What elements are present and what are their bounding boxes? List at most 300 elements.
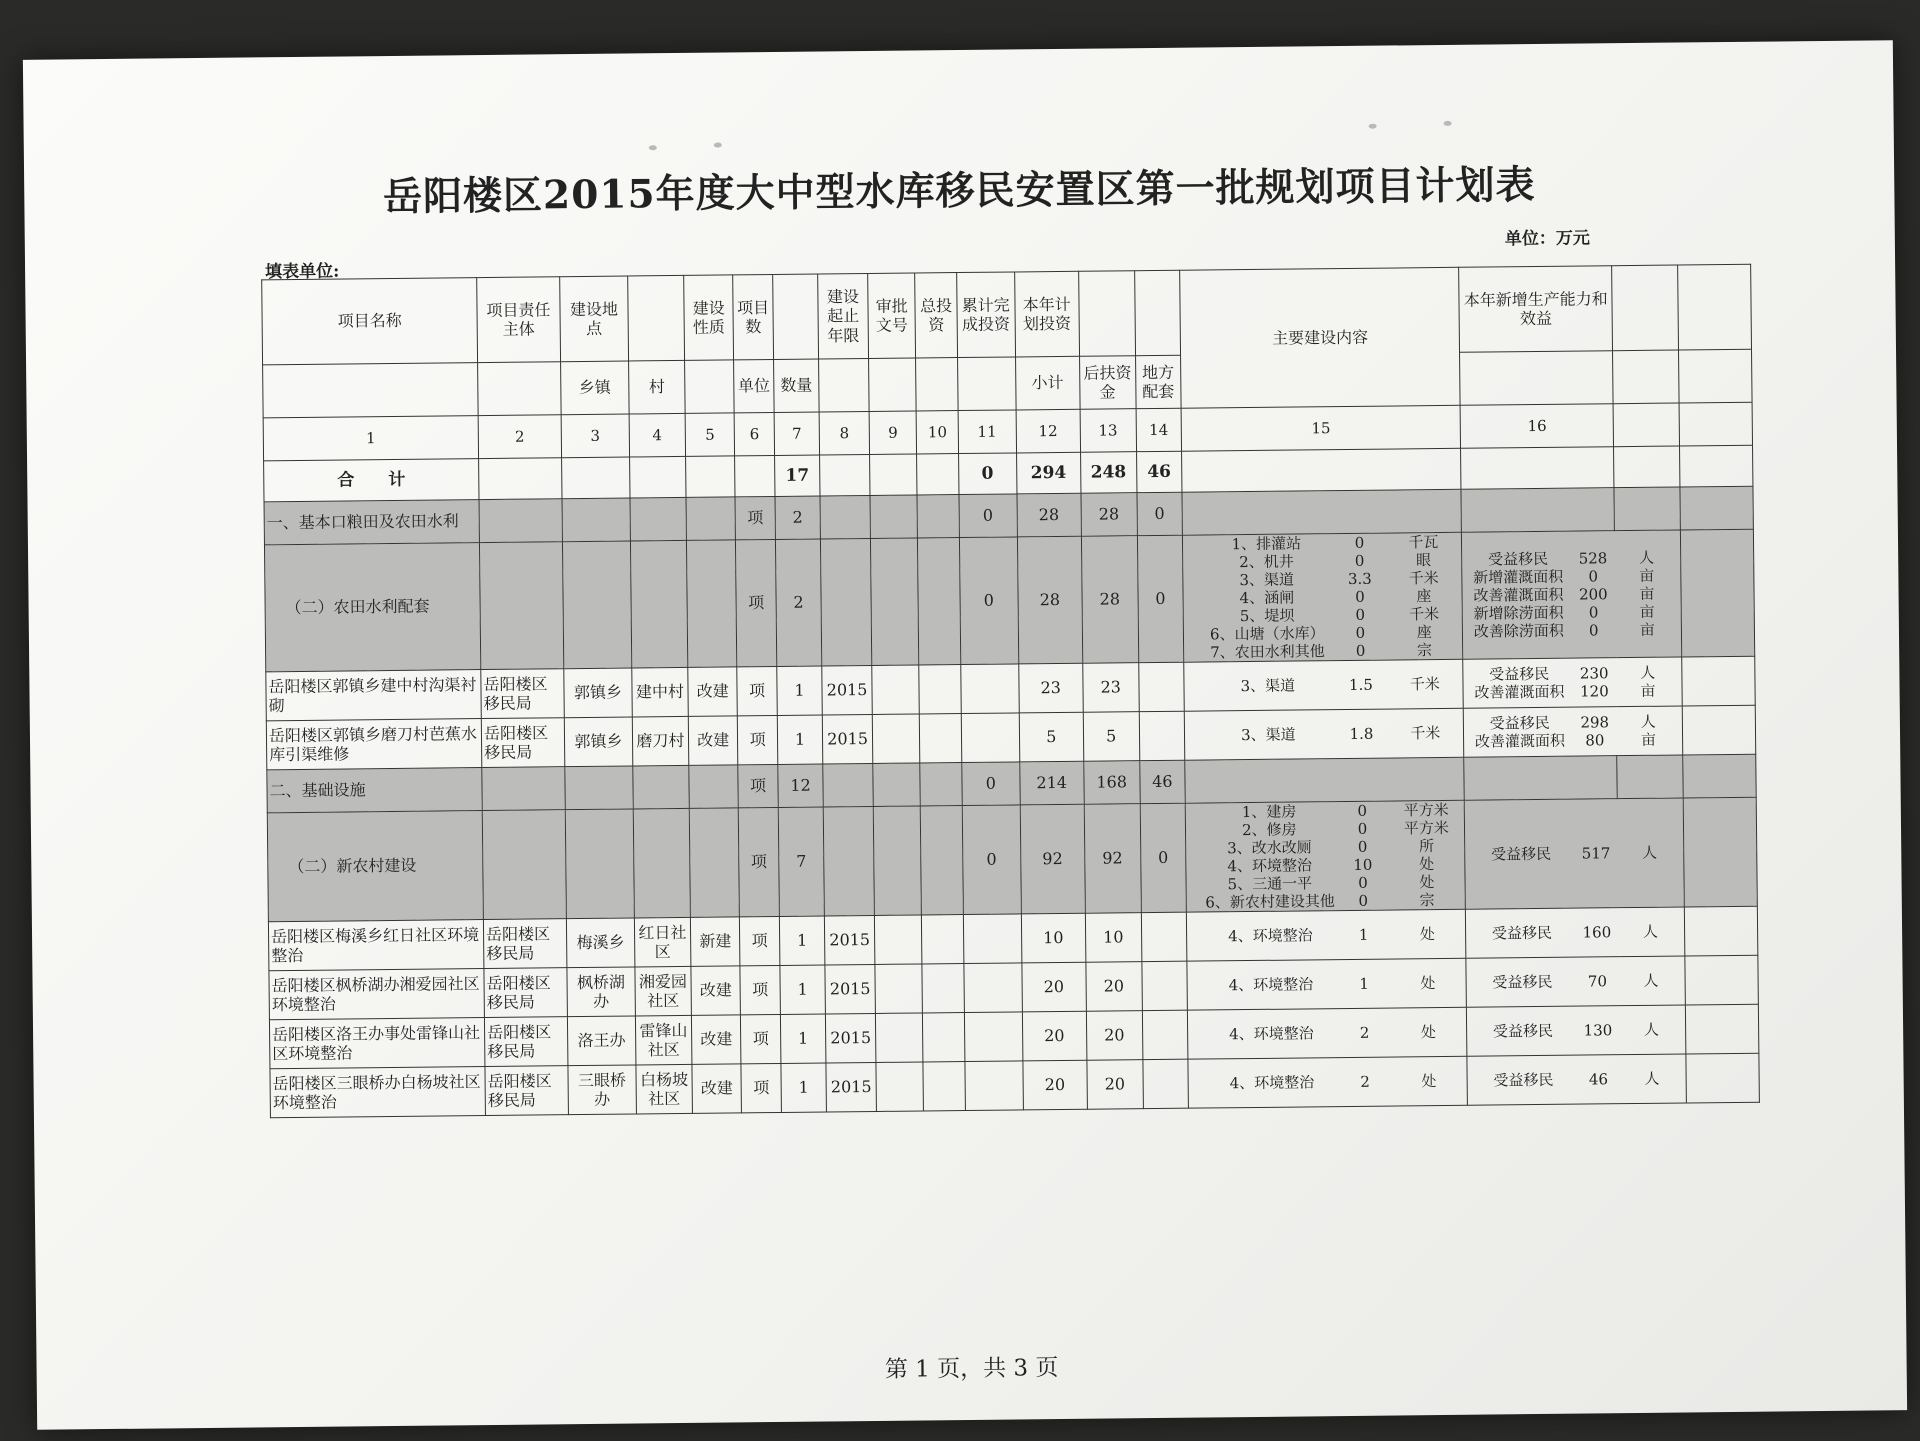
content-item-list	[1189, 533, 1456, 662]
content-item-name: 1、建房	[1241, 802, 1297, 822]
content-item-unit: 宗	[1416, 641, 1433, 660]
cell-empty	[1680, 445, 1753, 487]
benefit-value: 230	[1579, 664, 1609, 683]
content-item-unit: 处	[1419, 873, 1435, 892]
cell-empty	[1682, 656, 1755, 706]
plan-table	[261, 264, 1760, 1119]
content-item-value: 0	[1354, 533, 1365, 552]
cell-empty	[482, 810, 566, 920]
cell-empty	[479, 499, 562, 543]
content-item-list	[1191, 675, 1457, 696]
col-number: 12	[1016, 409, 1081, 453]
project-unit: 项	[740, 965, 780, 1014]
header-total-invest: 总投资	[915, 273, 957, 358]
project-town: 梅溪乡	[566, 918, 635, 968]
benefit-unit: 亩	[1640, 681, 1656, 700]
header-cumulative: 累计完成投资	[956, 272, 1015, 358]
content-item-name: 6、新农村建设其他	[1205, 892, 1335, 912]
project-unit: 项	[741, 1014, 781, 1063]
cell-empty	[870, 538, 919, 665]
total-qty: 17	[774, 455, 820, 496]
benefit-name: 改善灌溉面积	[1473, 585, 1564, 605]
project-nature: 改建	[688, 716, 738, 766]
benefit-cell	[1467, 1005, 1687, 1056]
cell-empty	[1683, 705, 1756, 755]
cell-empty	[964, 963, 1022, 1013]
project-years: 2015	[823, 714, 873, 764]
content-item-value: 0	[1357, 819, 1368, 838]
project-nature: 新建	[690, 917, 740, 967]
subcategory-name: （二）农田水利配套	[264, 543, 480, 672]
cell-empty	[686, 540, 737, 668]
content-item-unit: 千米	[1408, 605, 1440, 624]
benefit-unit: 人	[1642, 843, 1658, 862]
benefit-value: 120	[1579, 682, 1609, 701]
cell-empty	[965, 1061, 1023, 1111]
project-subtotal: 20	[1022, 962, 1087, 1012]
content-item-value: 1.5	[1348, 675, 1373, 694]
cell-empty	[1680, 486, 1753, 530]
cell-empty	[961, 664, 1019, 714]
content-item-value: 0	[1358, 873, 1368, 892]
project-name: 岳阳楼区郭镇乡磨刀村芭蕉水库引渠维修	[266, 719, 482, 770]
cell-empty	[565, 809, 634, 919]
col-number: 9	[869, 411, 917, 454]
cell-empty	[1614, 446, 1681, 488]
header-empty	[772, 274, 818, 359]
unit-note: 单位：万元	[1504, 228, 1590, 250]
subcategory-done: 0	[962, 805, 1021, 915]
project-owner: 岳阳楼区移民局	[484, 1017, 567, 1067]
col-number: 10	[917, 411, 959, 454]
header-local-match: 地方配套	[1135, 355, 1181, 408]
subcategory-row	[264, 529, 1754, 672]
cell-empty	[820, 495, 870, 539]
content-item-name: 4、环境整治	[1228, 975, 1314, 995]
benefit-name: 受益移民	[1492, 972, 1553, 992]
project-qty: 1	[777, 666, 823, 715]
header-support-fund: 后扶资金	[1079, 356, 1135, 410]
project-unit: 项	[741, 1063, 781, 1112]
header-village: 村	[629, 360, 685, 414]
section-done: 0	[962, 762, 1020, 806]
cell-empty	[870, 495, 918, 538]
content-cell	[1186, 909, 1466, 961]
content-cell	[1187, 1007, 1467, 1059]
content-item-name: 4、环境整治	[1228, 926, 1313, 946]
cell-empty	[922, 915, 964, 964]
benefit-unit: 人	[1644, 1069, 1660, 1088]
content-item-unit: 千米	[1408, 569, 1439, 588]
project-subtotal: 20	[1023, 1060, 1088, 1110]
benefit-value: 0	[1588, 567, 1599, 586]
content-item-unit: 宗	[1419, 891, 1435, 910]
col-number: 14	[1136, 408, 1182, 451]
content-item	[1193, 891, 1459, 912]
cell-empty	[918, 538, 961, 665]
section-local: 46	[1139, 760, 1185, 803]
benefit-item	[1468, 922, 1682, 942]
cell-empty	[1142, 1010, 1188, 1059]
content-item-name: 3、渠道	[1240, 725, 1296, 745]
project-support: 23	[1083, 663, 1139, 713]
cell-empty	[1141, 912, 1187, 961]
benefit-item	[1465, 603, 1679, 623]
content-item-unit: 处	[1420, 974, 1436, 993]
header-empty	[628, 275, 685, 361]
content-item-value: 1	[1358, 925, 1369, 944]
benefit-list	[1469, 971, 1683, 991]
benefit-name: 改善除涝面积	[1473, 621, 1564, 641]
cell-empty	[963, 914, 1021, 964]
benefit-unit: 人	[1643, 971, 1659, 990]
project-owner: 岳阳楼区移民局	[481, 718, 564, 768]
cell-empty	[920, 763, 962, 806]
project-nature: 改建	[692, 1064, 742, 1114]
cell-empty	[562, 541, 632, 669]
col-number: 7	[774, 412, 820, 455]
content-item-list	[1191, 724, 1457, 745]
content-cell	[1184, 708, 1464, 760]
col-number: 1	[263, 416, 479, 461]
content-item-unit: 千米	[1409, 675, 1440, 694]
project-support: 5	[1083, 712, 1139, 762]
benefit-list	[1469, 1020, 1683, 1040]
cell-empty	[923, 1062, 965, 1111]
benefit-value: 46	[1588, 1070, 1609, 1089]
header-years: 建设起止年限	[818, 273, 869, 359]
punch-hole-mark	[649, 145, 657, 150]
header-empty	[263, 363, 479, 418]
benefit-list	[1466, 713, 1681, 751]
subcategory-support: 28	[1081, 536, 1138, 664]
content-item	[1190, 641, 1456, 662]
content-item-unit: 处	[1420, 1023, 1437, 1042]
benefit-list	[1468, 922, 1682, 942]
cell-empty	[1684, 797, 1758, 907]
subcategory-subtotal: 28	[1017, 536, 1082, 664]
benefit-value: 130	[1583, 1021, 1613, 1040]
cell-empty	[964, 1012, 1022, 1062]
content-item-value: 10	[1353, 855, 1373, 874]
content-item-name: 4、涵闸	[1239, 588, 1295, 608]
project-owner: 岳阳楼区移民局	[485, 1066, 568, 1116]
project-owner: 岳阳楼区移民局	[484, 968, 567, 1018]
benefit-cell	[1466, 956, 1686, 1007]
project-town: 洛王办	[567, 1016, 636, 1066]
benefit-item	[1469, 1020, 1683, 1040]
content-item-name: 3、渠道	[1239, 570, 1295, 590]
total-local: 46	[1136, 451, 1182, 492]
cell-empty	[869, 454, 917, 495]
content-item-name: 4、环境整治	[1229, 1073, 1315, 1093]
project-years: 2015	[825, 964, 875, 1014]
benefit-name: 改善灌溉面积	[1474, 731, 1566, 751]
content-item-value: 0	[1355, 605, 1366, 624]
cell-empty	[480, 542, 564, 670]
header-empty	[1678, 264, 1751, 350]
cell-empty	[873, 806, 922, 915]
benefit-unit: 人	[1640, 663, 1656, 682]
benefit-unit: 亩	[1640, 730, 1657, 749]
punch-hole-mark	[714, 143, 722, 148]
section-unit: 项	[738, 764, 778, 807]
content-item-unit: 处	[1419, 925, 1436, 944]
content-cell	[1184, 659, 1464, 711]
content-item-value: 3.3	[1347, 569, 1372, 588]
content-item-unit: 千瓦	[1408, 533, 1439, 552]
header-empty	[1612, 265, 1679, 351]
content-item-name: 4、环境整治	[1227, 856, 1313, 876]
subcategory-done: 0	[959, 537, 1018, 665]
col-number: 16	[1460, 404, 1613, 449]
subcategory-local: 0	[1140, 803, 1187, 912]
cell-empty	[1182, 448, 1462, 492]
cell-empty	[1685, 906, 1758, 956]
cell-empty	[1182, 489, 1462, 535]
project-subtotal: 20	[1022, 1011, 1087, 1061]
content-item-list	[1194, 974, 1460, 995]
project-qty: 1	[777, 715, 823, 764]
cell-empty	[633, 808, 690, 918]
benefit-item	[1466, 731, 1680, 751]
project-subtotal: 10	[1021, 913, 1086, 963]
paper-sheet	[23, 40, 1907, 1430]
content-item-name: 3、改水改厕	[1227, 838, 1312, 858]
header-project-count: 项目数	[733, 274, 773, 359]
benefit-name: 新增除涝面积	[1473, 603, 1564, 623]
benefit-name: 受益移民	[1487, 549, 1549, 569]
project-nature: 改建	[688, 667, 738, 717]
cell-empty	[923, 1013, 965, 1062]
project-owner: 岳阳楼区移民局	[481, 669, 564, 719]
subcategory-qty: 2	[775, 539, 822, 666]
cell-empty	[1686, 1053, 1759, 1103]
content-item-unit: 千米	[1410, 724, 1441, 743]
benefit-value: 298	[1580, 713, 1610, 732]
col-number-empty	[1680, 402, 1753, 446]
section-qty: 2	[775, 496, 821, 539]
content-item-unit: 处	[1419, 855, 1435, 874]
col-number: 3	[561, 414, 630, 458]
cell-empty	[1681, 529, 1755, 657]
content-item	[1194, 974, 1460, 995]
cell-empty	[565, 766, 634, 810]
benefit-list	[1467, 844, 1681, 864]
benefit-value: 528	[1578, 549, 1608, 568]
cell-empty	[735, 455, 775, 496]
benefit-name: 新增灌溉面积	[1473, 567, 1564, 587]
project-town: 枫桥湖办	[567, 967, 636, 1017]
benefit-unit: 人	[1640, 712, 1656, 731]
cell-empty	[630, 540, 687, 668]
project-village: 湘爱园社区	[635, 966, 691, 1016]
content-cell	[1188, 1056, 1468, 1108]
benefit-name: 受益移民	[1489, 713, 1550, 733]
content-item-unit: 所	[1418, 837, 1435, 856]
benefit-value: 0	[1588, 603, 1599, 622]
col-number: 5	[685, 413, 735, 457]
content-cell	[1183, 532, 1464, 662]
project-nature: 改建	[691, 1015, 741, 1065]
content-item-value: 0	[1357, 801, 1368, 820]
subcategory-unit: 项	[736, 539, 777, 666]
cell-empty	[921, 806, 963, 915]
cell-empty	[1685, 955, 1758, 1005]
benefit-value: 70	[1587, 972, 1608, 991]
total-support: 248	[1080, 452, 1136, 494]
content-item-unit: 平方米	[1403, 818, 1449, 838]
cell-empty	[961, 713, 1019, 763]
subcategory-unit: 项	[739, 807, 779, 916]
col-number-empty	[1613, 403, 1680, 447]
content-item-value: 0	[1354, 551, 1365, 570]
cell-empty	[872, 714, 920, 763]
benefit-name: 改善灌溉面积	[1474, 682, 1565, 702]
section-subtotal: 28	[1017, 493, 1082, 537]
benefit-cell	[1467, 1054, 1687, 1105]
section-subtotal: 214	[1019, 761, 1084, 805]
header-qty: 数量	[773, 359, 819, 412]
content-item-unit: 处	[1421, 1072, 1437, 1091]
subcategory-row	[267, 797, 1757, 922]
benefit-value: 160	[1582, 923, 1612, 942]
benefit-unit: 人	[1638, 548, 1655, 567]
benefit-list	[1470, 1069, 1684, 1089]
project-years: 2015	[822, 665, 872, 715]
project-name: 岳阳楼区枫桥湖办湘爱园社区环境整治	[269, 969, 485, 1020]
cell-empty	[875, 964, 923, 1013]
benefit-value: 517	[1581, 844, 1611, 863]
header-location: 建设地点	[559, 276, 628, 362]
cell-empty	[1143, 1059, 1189, 1108]
cell-empty	[561, 457, 630, 499]
content-item-value: 0	[1355, 623, 1366, 642]
content-item-unit: 眼	[1415, 551, 1432, 570]
header-owner: 项目责任主体	[477, 277, 561, 363]
cell-empty	[479, 458, 562, 500]
total-done: 0	[958, 453, 1016, 495]
cell-empty	[686, 497, 736, 541]
subcategory-local: 0	[1137, 535, 1184, 662]
cell-empty	[1138, 662, 1184, 711]
content-item	[1191, 724, 1457, 745]
cell-empty	[1683, 754, 1756, 798]
project-town: 郭镇乡	[564, 717, 633, 767]
header-empty	[1679, 349, 1752, 403]
cell-empty	[823, 806, 874, 916]
section-support: 168	[1084, 761, 1140, 805]
project-support: 20	[1087, 1060, 1143, 1110]
project-unit: 项	[740, 916, 780, 965]
header-empty	[1078, 271, 1135, 357]
header-empty	[819, 358, 869, 412]
content-item	[1191, 675, 1457, 696]
project-village: 磨刀村	[632, 716, 688, 766]
section-name: 二、基础设施	[267, 768, 483, 813]
benefit-cell	[1462, 530, 1683, 659]
content-cell	[1187, 958, 1467, 1010]
cell-empty	[920, 714, 962, 763]
cell-empty	[874, 915, 922, 964]
cell-empty	[1686, 1004, 1759, 1054]
benefit-unit: 亩	[1639, 602, 1655, 621]
benefit-list	[1466, 664, 1681, 702]
benefit-item	[1466, 713, 1680, 733]
benefit-name: 受益移民	[1493, 1070, 1554, 1090]
cell-empty	[633, 765, 689, 809]
content-item-list	[1193, 925, 1459, 946]
cell-empty	[630, 456, 686, 498]
content-item-name: 1、排灌站	[1231, 534, 1302, 554]
cell-empty	[685, 456, 735, 498]
header-subtotal: 小计	[1015, 356, 1080, 410]
cell-empty	[1614, 487, 1681, 531]
project-support: 20	[1086, 1011, 1142, 1061]
cell-empty	[1461, 447, 1614, 490]
benefit-item	[1465, 567, 1679, 587]
project-support: 20	[1086, 962, 1142, 1012]
benefit-name: 受益移民	[1491, 923, 1553, 943]
col-number: 13	[1080, 409, 1136, 453]
benefit-item	[1466, 682, 1680, 702]
cell-empty	[1185, 757, 1465, 803]
project-subtotal: 5	[1019, 712, 1084, 762]
project-qty: 1	[780, 1014, 826, 1063]
col-number: 8	[819, 411, 869, 455]
project-nature: 改建	[691, 966, 741, 1016]
col-number: 15	[1181, 405, 1461, 451]
benefit-item	[1464, 549, 1678, 569]
benefit-name: 受益移民	[1492, 1021, 1554, 1041]
content-item-value: 0	[1355, 641, 1366, 660]
content-item-value: 2	[1360, 1072, 1370, 1091]
content-item-unit: 平方米	[1403, 800, 1449, 820]
project-name: 岳阳楼区三眼桥办白杨坡社区环境整治	[270, 1067, 486, 1118]
benefit-unit: 亩	[1639, 566, 1655, 585]
project-qty: 1	[779, 916, 825, 965]
content-item-value: 2	[1359, 1023, 1370, 1042]
project-qty: 1	[780, 965, 826, 1014]
benefit-cell	[1464, 798, 1684, 909]
content-item-name: 6、山塘（水库）	[1209, 624, 1325, 644]
content-item	[1195, 1072, 1461, 1093]
cell-empty	[922, 964, 964, 1013]
benefit-unit: 亩	[1639, 620, 1655, 639]
project-unit: 项	[737, 666, 777, 715]
content-item-unit: 座	[1416, 623, 1432, 642]
punch-hole-mark	[1369, 124, 1377, 129]
header-empty	[1460, 351, 1614, 406]
benefit-name: 受益移民	[1489, 664, 1550, 684]
project-village: 红日社区	[634, 917, 690, 967]
col-number: 6	[735, 412, 775, 455]
subcategory-name: （二）新农村建设	[267, 811, 483, 922]
project-years: 2015	[825, 915, 875, 965]
content-item-list	[1195, 1072, 1461, 1093]
subcategory-support: 92	[1084, 804, 1141, 914]
section-unit: 项	[735, 496, 775, 539]
header-benefit: 本年新增生产能力和效益	[1459, 266, 1613, 353]
cell-empty	[917, 495, 959, 538]
content-item	[1194, 1023, 1460, 1044]
header-empty	[1613, 350, 1680, 404]
header-empty	[916, 358, 958, 411]
content-item-name: 2、机井	[1239, 552, 1294, 572]
project-village: 雷锋山社区	[635, 1015, 691, 1065]
content-item-value: 0	[1358, 891, 1369, 910]
content-item-value: 0	[1357, 837, 1368, 856]
